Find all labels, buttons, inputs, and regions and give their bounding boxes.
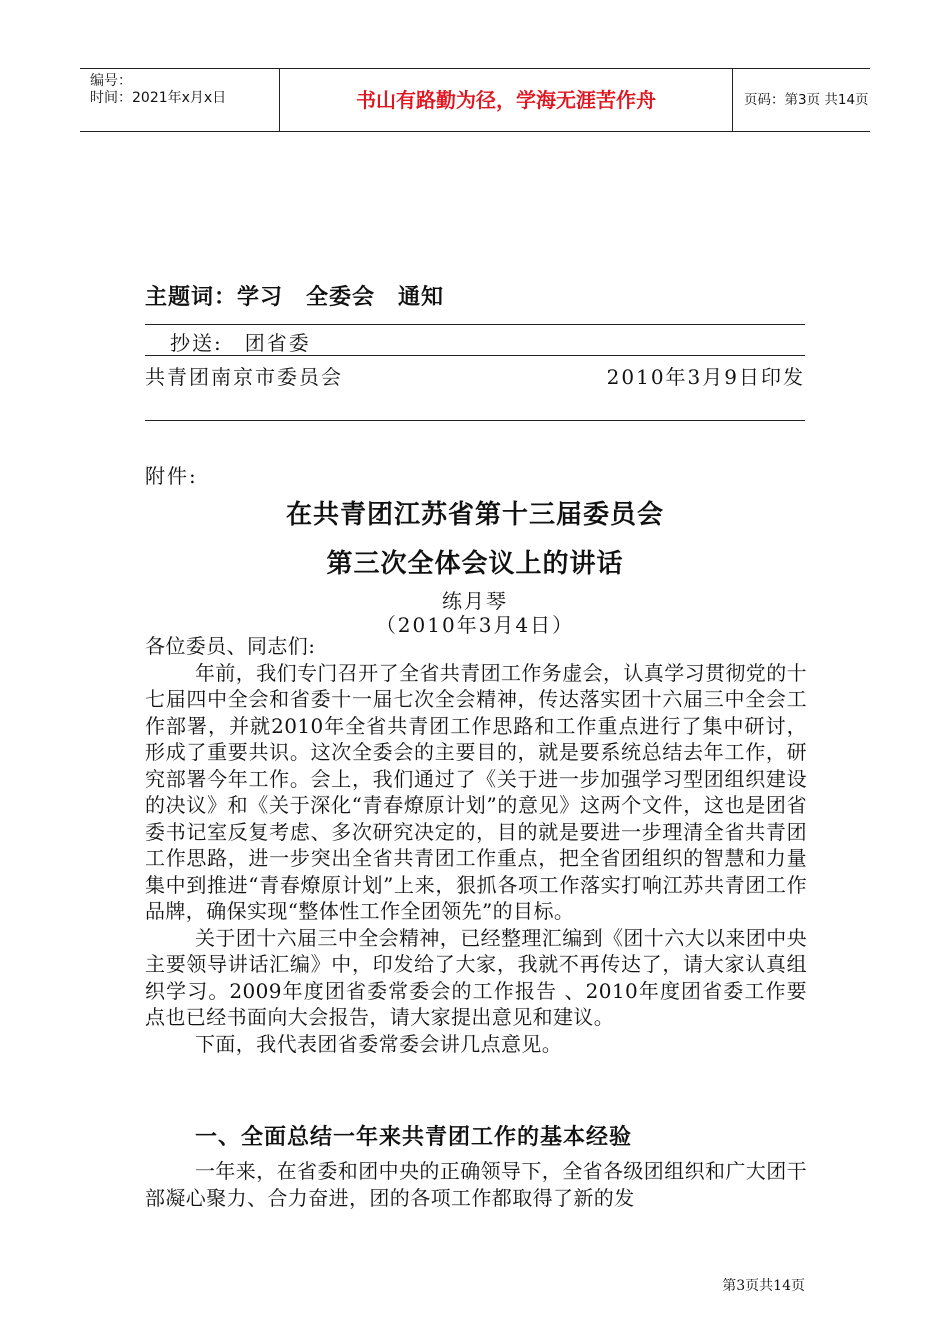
divider-top (145, 324, 805, 325)
speech-title-line1: 在共青团江苏省第十三届委员会 (285, 500, 664, 530)
issue-date: 2010年3月9日印发 (606, 365, 805, 389)
page-header (80, 68, 870, 132)
divider-bottom (145, 420, 805, 421)
speech-author: 练月琴 (442, 589, 508, 613)
header-meta-cell (80, 69, 280, 131)
divider-middle (145, 355, 805, 356)
paragraph-3: 下面，我代表团省委常委会讲几点意见。 (195, 1031, 563, 1056)
speech-title-line2: 第三次全体会议上的讲话 (326, 549, 624, 579)
attachment-label: 附件: (145, 464, 198, 488)
cc-line: 抄送: 团省委 (170, 331, 311, 355)
speech-date: （2010年3月4日） (375, 613, 575, 637)
speech-body-continued (145, 1158, 807, 1212)
paragraph-2: 关于团十六届三中全会精神，已经整理汇编到《团十六大以来团中央主要领导讲话汇编》中，印发给了大家，我就不再传达了，请大家认真组织学习。2009年度团省委常委会的工作报告 、2010年度团省委工作要点也已经书面向大会报告，请大家提出意见和建议。 (145, 925, 807, 1029)
subject-words: 主题词：学习 全委会 通知 (145, 285, 445, 310)
paragraph-1: 年前，我们专门召开了全省共青团工作务虚会，认真学习贯彻党的十七届四中全会和省委十一届七次全会精神，传达落实团十六届三中全会工作部署，并就2010年全省共青团工作思路和工作重点进行了集中研讨，形成了重要共识。这次全委会的主要目的，就是要系统总结去年工作，研究部署今年工作。会上，我们通过了《关于进一步加强学习型团组织建设的决议》和《关于深化“青春燎原计划”的意见》这两个文件，这也是团省委书记室反复考虑、多次研究决定的，目的就是要进一步理清全省共青团工作思路，进一步突出全省共青团工作重点，把全省团组织的智慧和力量集中到推进“青春燎原计划”上来，狠抓各项工作落实打响江苏共青团工作品牌，确保实现“整体性工作全团领先”的目标。 (145, 660, 807, 923)
header-motto: 书山有路勤为径，学海无涯苦作舟 (280, 69, 733, 131)
paragraph-4: 一年来，在省委和团中央的正确领导下，全省各级团组织和广大团干部凝心聚力、合力奋进，团的各项工作都取得了新的发 (145, 1159, 807, 1210)
salutation: 各位委员、同志们: (145, 634, 316, 658)
page-footer: 第3页共14页 (722, 1278, 805, 1294)
header-page-label: 页码：第3页 共14页 (744, 92, 869, 108)
speech-body (145, 633, 807, 1057)
time-label: 时间：2021年x月x日 (90, 90, 227, 106)
section-heading-1: 一、全面总结一年来共青团工作的基本经验 (195, 1125, 633, 1150)
issuer: 共青团南京市委员会 (145, 365, 343, 389)
serial-label: 编号： (90, 73, 132, 89)
